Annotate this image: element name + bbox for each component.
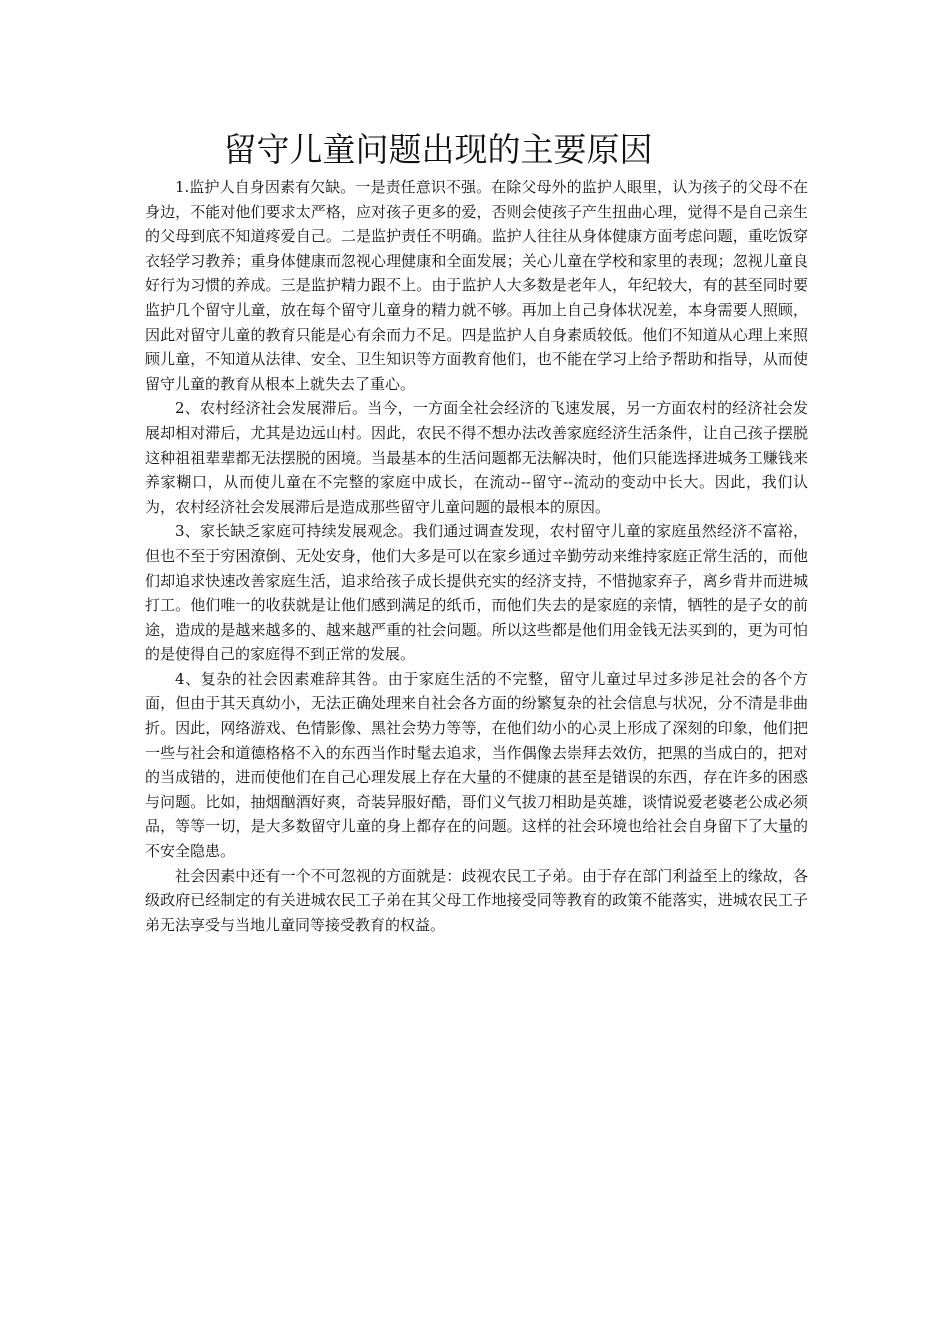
document-body: [145, 175, 808, 937]
paragraph-discrimination: 社会因素中还有一个不可忽视的方面就是：歧视农民工子弟。由于存在部门利益至上的缘故，各级政府已经制定的有关进城农民工子弟在其父母工作地接受同等教育的政策不能落实，进城农民工子弟无法享受与当地儿童同等接受教育的权益。: [145, 866, 808, 934]
paragraph-guardian-factors: 1.监护人自身因素有欠缺。一是责任意识不强。在除父母外的监护人眼里，认为孩子的父母不在身边，不能对他们要求太严格，应对孩子更多的爱，否则会使孩子产生扭曲心理，觉得不是自己亲生的父母到底不知道疼爱自己。二是监护责任不明确。监护人往往从身体健康方面考虑问题，重吃饭穿衣轻学习教养；重身体健康而忽视心理健康和全面发展；关心儿童在学校和家里的表现；忽视儿童良好行为习惯的养成。三是监护精力跟不上。由于监护人大多数是老年人，年纪较大，有的甚至同时要监护几个留守儿童，放在每个留守儿童身的精力就不够。再加上自己身体状况差，本身需要人照顾，因此对留守儿童的教育只能是心有余而力不足。四是监护人自身素质较低。他们不知道从心理上来照顾儿童，不知道从法律、安全、卫生知识等方面教育他们，也不能在学习上给予帮助和指导，从而使留守儿童的教育从根本上就失去了重心。: [145, 178, 808, 393]
paragraph-family-development: 3、家长缺乏家庭可持续发展观念。我们通过调查发现，农村留守儿童的家庭虽然经济不富裕，但也不至于穷困潦倒、无处安身，他们大多是可以在家乡通过辛勤劳动来维持家庭正常生活的，而他们却追求快速改善家庭生活，追求给孩子成长提供充实的经济支持，不惜抛家弃子，离乡背井而进城打工。他们唯一的收获就是让他们感到满足的纸币，而他们失去的是家庭的亲情，牺牲的是子女的前途，造成的是越来越多的、越来越严重的社会问题。所以这些都是他们用金钱无法买到的，更为可怕的是使得自己的家庭得不到正常的发展。: [145, 522, 808, 664]
paragraph-rural-economy: 2、农村经济社会发展滞后。当今，一方面全社会经济的飞速发展，另一方面农村的经济社会发展却相对滞后，尤其是边远山村。因此，农民不得不想办法改善家庭经济生活条件，让自己孩子摆脱这种祖祖辈辈都无法摆脱的困境。当最基本的生活问题都无法解决时，他们只能选择进城务工赚钱来养家糊口，从而使儿童在不完整的家庭中成长，在流动--留守--流动的变动中长大。因此，我们认为，农村经济社会发展滞后是造成那些留守儿童问题的最根本的原因。: [145, 399, 808, 516]
paragraph-social-factors: 4、复杂的社会因素难辞其咎。由于家庭生活的不完整，留守儿童过早过多涉足社会的各个方面，但由于其天真幼小，无法正确处理来自社会各方面的纷繁复杂的社会信息与状况，分不清是非曲折。因此，网络游戏、色情影像、黑社会势力等等，在他们幼小的心灵上形成了深刻的印象，他们把一些与社会和道德格格不入的东西当作时髦去追求，当作偶像去崇拜去效仿，把黑的当成白的，把对的当成错的，进而使他们在自己心理发展上存在大量的不健康的甚至是错误的东西，存在许多的困惑与问题。比如，抽烟酗酒好爽，奇装异服好酷，哥们义气拔刀相助是英雄，谈情说爱老婆老公成必须品，等等一切，是大多数留守儿童的身上都存在的问题。这样的社会环境也给社会自身留下了大量的不安全隐患。: [145, 669, 808, 861]
document-title: 留守儿童问题出现的主要原因: [223, 130, 653, 169]
